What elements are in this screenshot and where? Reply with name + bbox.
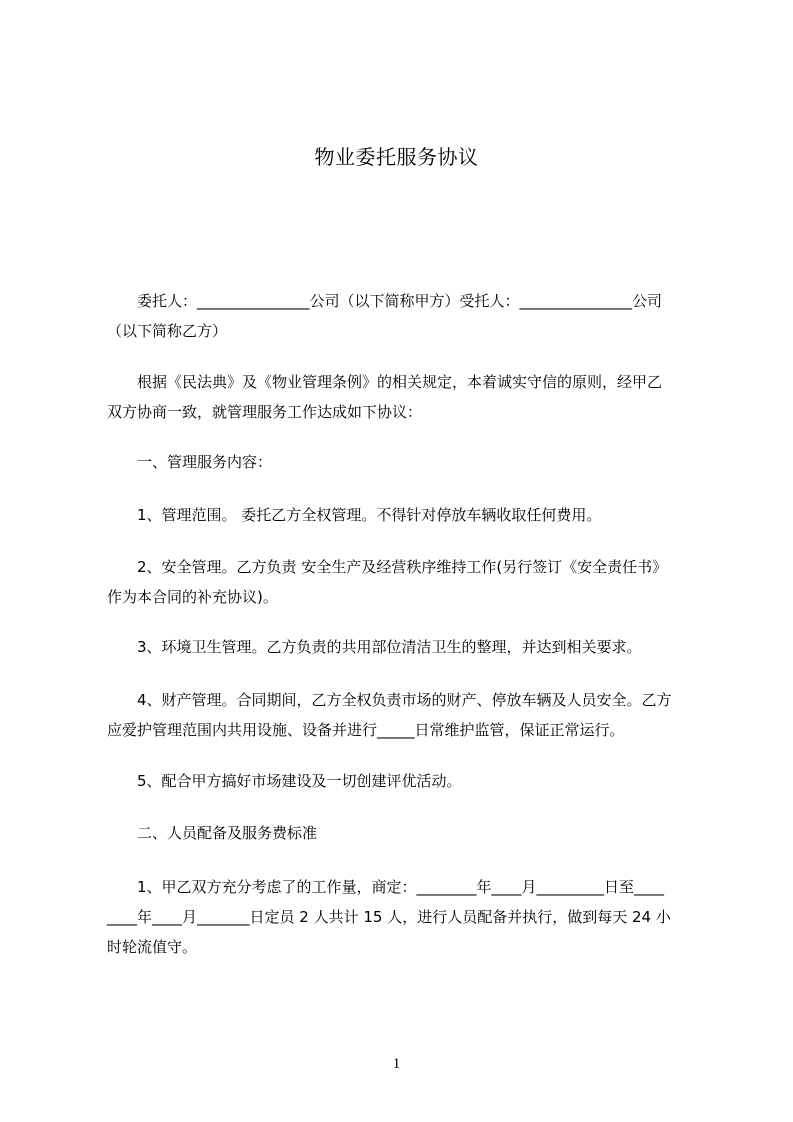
paragraph-line: 作为本合同的补充协议)。 — [107, 588, 278, 606]
paragraph-line: 1、甲乙双方充分考虑了的工作量，商定：________年____月_________日至____ — [137, 878, 665, 896]
paragraph-line: 一、管理服务内容： — [137, 453, 273, 471]
section-heading-2 — [107, 818, 707, 848]
clause-1-4 — [107, 685, 707, 745]
paragraph-line: 4、财产管理。合同期间，乙方全权负责市场的财产、停放车辆及人员安全。乙方 — [137, 691, 672, 709]
paragraph-line: 委托人：_______________公司（以下简称甲方）受托人：_______________公司 — [137, 292, 663, 310]
clause-1-5 — [107, 766, 707, 796]
clause-1-1 — [107, 500, 707, 530]
clause-1-3 — [107, 632, 707, 662]
paragraph-parties — [107, 286, 707, 346]
section-heading-1 — [107, 447, 707, 477]
paragraph-line: 根据《民法典》及《物业管理条例》的相关规定，本着诚实守信的原则，经甲乙 — [137, 373, 663, 391]
page-number: 1 — [392, 1056, 401, 1072]
paragraph-line: 时轮流值守。 — [107, 938, 198, 956]
clause-1-2 — [107, 552, 707, 612]
paragraph-line: 5、配合甲方搞好市场建设及一切创建评优活动。 — [137, 772, 462, 790]
document-title: 物业委托服务协议 — [314, 145, 479, 169]
paragraph-line: 二、人员配备及服务费标准 — [137, 824, 318, 842]
paragraph-line: ____年____月_______日定员 2 人共计 15 人，进行人员配备并执行，做到每天 24 小 — [107, 908, 671, 926]
paragraph-preamble — [107, 367, 707, 427]
paragraph-line: 双方协商一致，就管理服务工作达成如下协议： — [107, 403, 423, 421]
clause-2-1 — [107, 872, 707, 962]
paragraph-line: 3、环境卫生管理。乙方负责的共用部位清洁卫生的整理，并达到相关要求。 — [137, 638, 642, 656]
paragraph-line: （以下简称乙方） — [107, 322, 228, 340]
paragraph-line: 2、安全管理。乙方负责 安全生产及经营秩序维持工作(另行签订《安全责任书》 — [137, 558, 668, 576]
paragraph-line: 1、管理范围。 委托乙方全权管理。不得针对停放车辆收取任何费用。 — [137, 506, 602, 524]
paragraph-line: 应爱护管理范围内共用设施、设备并进行_____日常维护监管，保证正常运行。 — [107, 721, 625, 739]
